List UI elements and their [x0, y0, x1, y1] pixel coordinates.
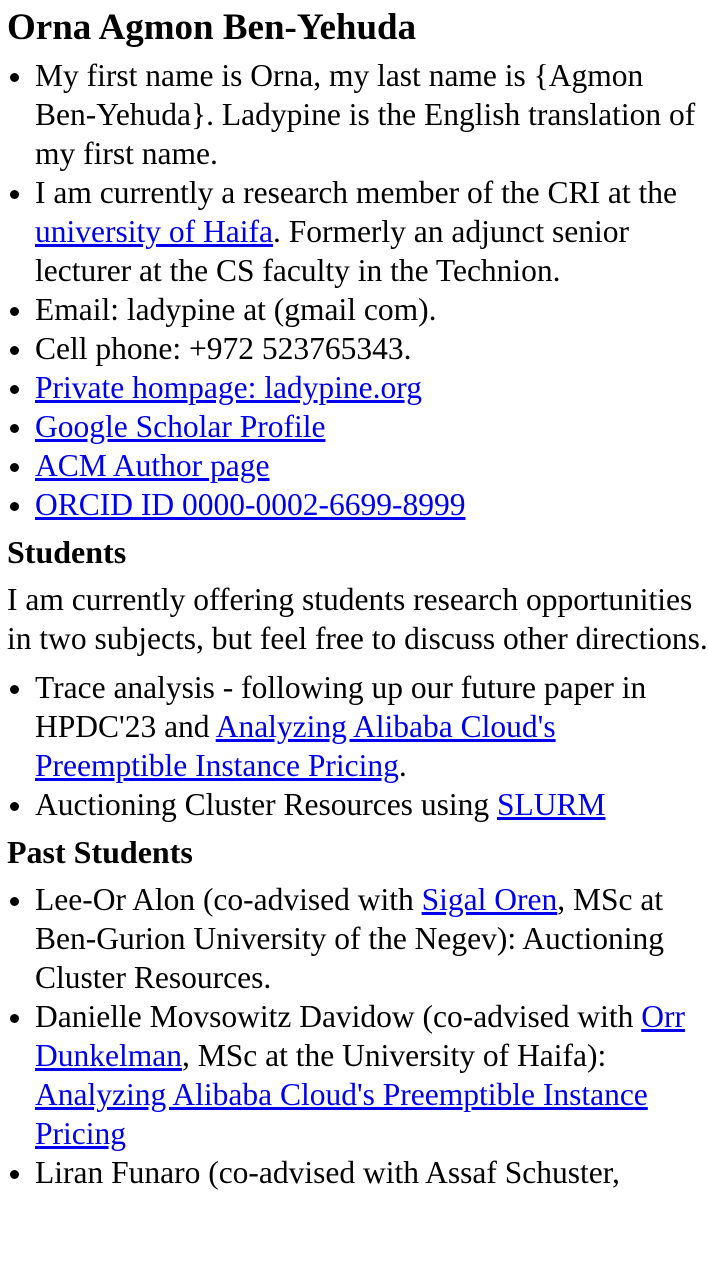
list-item-auctioning: [35, 785, 708, 824]
email-text: Email: ladypine at (gmail com).: [35, 292, 437, 327]
list-item-position: [35, 173, 708, 290]
slurm-link[interactable]: SLURM: [496, 787, 606, 822]
lee-or-text-post: , MSc at Ben-Gurion University of the Negev): Auctioning Cluster Resources.: [35, 882, 665, 995]
trace-analysis-text: Trace analysis - following up our future paper in HPDC'23 and: [35, 670, 647, 744]
position-text-post: . Formerly an adjunct senior lecturer at the CS faculty in the Technion.: [35, 214, 629, 288]
homepage-link[interactable]: Private hompage: ladypine.org: [35, 370, 422, 405]
past-students-list: [7, 880, 708, 1192]
list-item-acm: [35, 446, 708, 485]
intro-list: [7, 56, 708, 524]
list-item-danielle: [35, 997, 708, 1153]
auctioning-text: Auctioning Cluster Resources using: [35, 787, 497, 822]
list-item-trace-analysis: [35, 668, 708, 785]
list-item-liran-funaro: [35, 1153, 708, 1192]
acm-author-link[interactable]: ACM Author page: [35, 448, 270, 483]
list-item-name: [35, 56, 708, 173]
sigal-oren-link[interactable]: Sigal Oren: [421, 882, 558, 917]
google-scholar-link[interactable]: Google Scholar Profile: [35, 409, 326, 444]
list-item-lee-or-alon: [35, 880, 708, 997]
liran-text: Liran Funaro (co-advised with Assaf Schuster,: [35, 1155, 620, 1190]
students-list: [7, 668, 708, 824]
name-text: My first name is Orna, my last name is {Agmon Ben-Yehuda}. Ladypine is the English translation of my first name.: [35, 58, 696, 171]
list-item-scholar: [35, 407, 708, 446]
orcid-link[interactable]: ORCID ID 0000-0002-6699-8999: [35, 487, 466, 522]
phone-text: Cell phone: +972 523765343.: [35, 331, 412, 366]
position-text-pre: I am currently a research member of the CRI at the: [35, 175, 677, 210]
past-students-heading: Past Students: [7, 834, 193, 870]
list-item-orcid: [35, 485, 708, 524]
students-paragraph: I am currently offering students research opportunities in two subjects, but feel free to discuss other directions.: [7, 582, 708, 656]
students-heading: Students: [7, 534, 127, 570]
danielle-text-mid: , MSc at the University of Haifa):: [181, 1038, 607, 1073]
orr-dunkelman-link[interactable]: Orr Dunkelman: [35, 999, 685, 1073]
page: [0, 6, 708, 1192]
trace-analysis-post: .: [398, 748, 407, 783]
list-item-phone: [35, 329, 708, 368]
list-item-email: [35, 290, 708, 329]
university-of-haifa-link[interactable]: university of Haifa: [35, 214, 273, 249]
lee-or-text-pre: Lee-Or Alon (co-advised with: [35, 882, 422, 917]
alibaba-paper-link-2[interactable]: Analyzing Alibaba Cloud's Preemptible Instance Pricing: [35, 1077, 648, 1151]
page-title: Orna Agmon Ben-Yehuda: [7, 7, 417, 48]
alibaba-paper-link[interactable]: Analyzing Alibaba Cloud's Preemptible Instance Pricing: [35, 709, 556, 783]
danielle-text-pre: Danielle Movsowitz Davidow (co-advised with: [35, 999, 642, 1034]
list-item-homepage: [35, 368, 708, 407]
